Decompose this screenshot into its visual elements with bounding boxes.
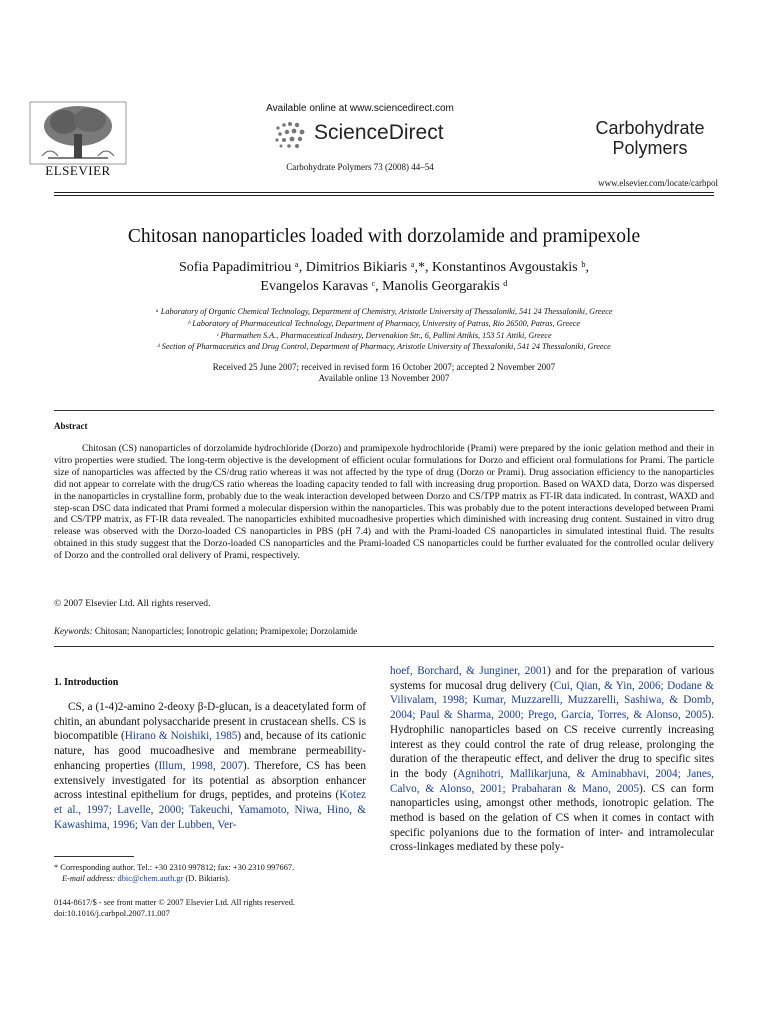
abstract-top-rule	[54, 410, 714, 411]
available-online-link[interactable]: Available online at www.sciencedirect.com	[266, 103, 454, 114]
body-text: ) and, because of its cationic nature, has good mucoadhesive and membrane permeability-enhancing properties (	[54, 730, 366, 772]
affiliation-d: ᵈ Section of Pharmaceutics and Drug Control, Department of Pharmacy, Aristotle University of Thessaloniki, 541 24 Thessaloniki, Greece	[157, 342, 611, 351]
author-list-line-2: Evangelos Karavas ᶜ, Manolis Georgarakis ᵈ	[260, 279, 508, 294]
citation-link[interactable]: hoef, Borchard, & Junginer, 2001	[390, 665, 548, 677]
journal-url-link[interactable]: www.elsevier.com/locate/carbpol	[598, 178, 718, 188]
abstract-copyright: © 2007 Elsevier Ltd. All rights reserved.	[54, 598, 211, 609]
body-text: ). CS can form nanoparticles using, amongst other methods, ionotropic gelation. The method is based on the gelation of CS when it comes in contact with specific polyanions due to the formation of inter- and intramolecular cross-linkages mediated by these poly-	[390, 782, 714, 854]
citation-link[interactable]: Illum, 1998, 2007	[158, 759, 244, 772]
header-divider	[54, 192, 714, 193]
citation-link[interactable]: Agnihotri, Mallikarjuna, & Aminabhavi, 2004; Janes, Calvo, & Alonso, 2001; Prabaharan & Mano, 2005	[390, 767, 714, 795]
corresponding-author-note: * Corresponding author. Tel.: +30 2310 997812; fax: +30 2310 997667.	[54, 863, 295, 872]
body-text: ). Hydrophilic nanoparticles based on CS receive currently increasing interest as they could control the rate of drug release, prolonging the duration of the therapeutic effect, and deliver the drug to specific sites in the body (	[390, 709, 714, 780]
online-date: Available online 13 November 2007	[318, 373, 450, 383]
journal-citation: Carbohydrate Polymers 73 (2008) 44–54	[286, 162, 434, 172]
body-text: CS, a (1-4)2-amino 2-deoxy β-D-glucan, is a deacetylated form of chitin, an abundant polysaccharide present in crustacean shells. CS is biocompatible (	[54, 701, 366, 743]
abstract-bottom-rule	[54, 646, 714, 647]
citation-link[interactable]: Cui, Qian, & Yin, 2006; Dodane & Vilivalam, 1998; Kumar, Muzzarelli, Muzzarelli, Sashiwa, & Domb, 2004; Paul & Sharma, 2000; Prego, Garcia, Torres, & Alonso, 2005	[390, 679, 714, 722]
keywords	[54, 626, 357, 636]
right-column-text	[390, 664, 714, 855]
email-label: E-mail address:	[62, 874, 116, 883]
email-line	[54, 873, 366, 884]
affiliation-b: ᵇ Laboratory of Pharmaceutical Technology, Department of Pharmacy, University of Patras, Rio 26500, Patras, Greece	[187, 319, 581, 328]
body-text: ) and for the preparation of various systems for mucosal drug delivery (	[390, 665, 714, 692]
email-link[interactable]: dbic@chem.auth.gr	[117, 874, 184, 883]
sciencedirect-wordmark: ScienceDirect	[314, 121, 444, 144]
journal-title-line2: Polymers	[612, 138, 688, 158]
keywords-label: Keywords:	[54, 626, 93, 636]
publisher-name: ELSEVIER	[45, 163, 111, 178]
journal-title	[580, 118, 720, 158]
footnote	[54, 862, 366, 884]
abstract-body: Chitosan (CS) nanoparticles of dorzolamide hydrochloride (Dorzo) and pramipexole hydrochloride (Prami) were prepared by the ionic gelation method and their in vitro properties were studied. The long-term objective is the development of efficient ocular formulations for Dorzo and efficient oral formulations for Prami. The particle size of nanoparticles was affected by the CS/drug ratio whereas it was not affected by the type of drug (Dorzo or Prami). Drug association efficiency to the nanoparticles did not appear to correlate with the drug/CS ratio whereas the loading capacity tended to fall with increasing drug proportion. Based on WAXD data, Dorzo was dispersed in the nanoparticles in crystalline form, probably due to the weak interaction developed between Dorzo and CS/TPP matrix as FT-IR data indicated. In contrast, WAXD and step-scan DSC data indicated that Prami formed a molecular dispersion within the nanoparticles. This was probably due to the potent interactions developed between Prami and CS/TPP matrix, as FT-IR data revealed. The nanoparticles exhibited mucoadhesive properties which diminished with increasing drug content. Sustained in vitro drug release was observed with the Dorzo-loaded CS nanoparticles in PBS (pH 7.4) and with the Prami-loaded CS nanoparticles in simulated intestinal fluid. The results obtained in this study suggest that the Dorzo-loaded CS nanoparticles and the Prami-loaded CS nanoparticles could be further evaluated for the controlled ocular delivery of Dorzo and the controlled oral delivery of Prami, respectively.	[54, 443, 714, 562]
citation-link[interactable]: Kotez et al., 1997; Lavelle, 2000; Takeuchi, Yamamoto, Niwa, Hino, & Kawashima, 1996; Van der Lubben, Ver-	[54, 789, 366, 831]
affiliation-c: ᶜ Pharmathen S.A., Pharmaceutical Industry, Dervenakion Str., 6, Pallini Attikis, 153 51 Attiki, Greece	[216, 331, 552, 340]
received-dates: Received 25 June 2007; received in revised form 16 October 2007; accepted 2 November 2007	[212, 362, 556, 372]
header-divider-secondary	[54, 195, 714, 196]
email-suffix: (D. Bikiaris).	[183, 874, 230, 883]
footnote-rule	[54, 856, 134, 857]
abstract-heading: Abstract	[54, 421, 88, 431]
keywords-list: Chitosan; Nanoparticles; Ionotropic gelation; Pramipexole; Dorzolamide	[92, 626, 358, 636]
section-heading-introduction: 1. Introduction	[54, 677, 119, 688]
citation-link[interactable]: Hirano & Noishiki, 1985	[124, 730, 238, 743]
body-text: ). Therefore, CS has been extensively investigated for its potential as absorption enhancer across intestinal epithelium for drugs, peptides, and proteins (	[54, 759, 366, 802]
author-list-line-1: Sofia Papadimitriou ᵃ, Dimitrios Bikiaris ᵃ,*, Konstantinos Avgoustakis ᵇ,	[179, 260, 589, 275]
left-column-text	[54, 700, 366, 832]
journal-title-line1: Carbohydrate	[595, 118, 705, 138]
affiliation-a: ᵃ Laboratory of Organic Chemical Technology, Department of Chemistry, Aristotle University of Thessaloniki, 541 24 Thessaloniki, Greece	[155, 307, 613, 316]
doi-line: doi:10.1016/j.carbpol.2007.11.007	[54, 909, 170, 918]
paper-title: Chitosan nanoparticles loaded with dorzolamide and pramipexole	[127, 226, 641, 247]
front-matter-line: 0144-8617/$ - see front matter © 2007 Elsevier Ltd. All rights reserved.	[54, 898, 296, 907]
